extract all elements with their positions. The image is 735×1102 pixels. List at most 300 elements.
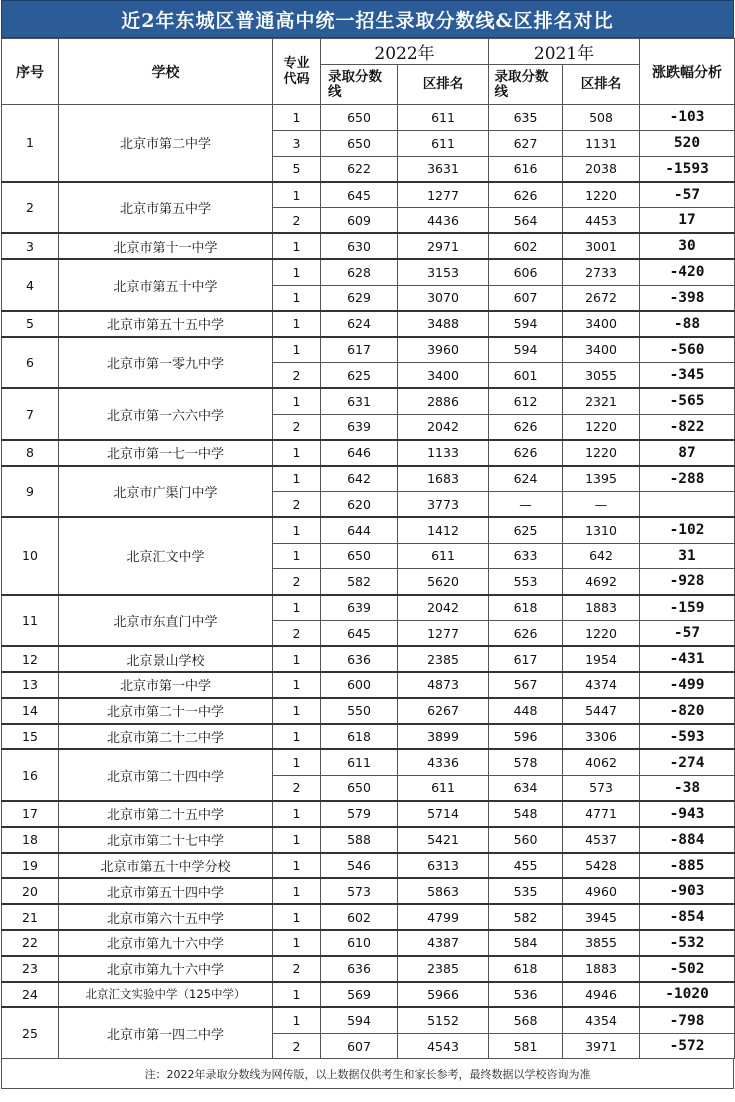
diff-value: -431 <box>640 646 735 672</box>
table-row <box>2 646 735 672</box>
score-2021: — <box>489 491 563 517</box>
score-2022: 611 <box>321 749 398 775</box>
diff-value: 87 <box>640 440 735 466</box>
school-name: 北京汇文实验中学（125中学） <box>59 982 273 1008</box>
score-2022: 650 <box>321 543 398 569</box>
table-row <box>2 672 735 698</box>
header-rank-2022: 区排名 <box>398 65 489 105</box>
major-code: 1 <box>273 466 321 492</box>
rank-2021: 4960 <box>563 878 640 904</box>
major-code: 1 <box>273 646 321 672</box>
school-name: 北京市第一七一中学 <box>59 440 273 466</box>
score-2022: 646 <box>321 440 398 466</box>
major-code: 1 <box>273 105 321 131</box>
major-code: 2 <box>273 414 321 440</box>
score-2021: 594 <box>489 311 563 337</box>
diff-value: -38 <box>640 775 735 801</box>
rank-2022: 3070 <box>398 285 489 311</box>
rank-2022: 5714 <box>398 801 489 827</box>
header-school: 学校 <box>59 39 273 105</box>
diff-value: -57 <box>640 620 735 646</box>
rank-2021: 2733 <box>563 259 640 285</box>
rank-2021: 3055 <box>563 362 640 388</box>
row-seq: 8 <box>2 440 59 466</box>
major-code: 1 <box>273 337 321 363</box>
rank-2021: 4062 <box>563 749 640 775</box>
row-seq: 23 <box>2 956 59 982</box>
rank-2022: 5152 <box>398 1007 489 1033</box>
row-seq: 19 <box>2 853 59 879</box>
diff-value: -884 <box>640 827 735 853</box>
diff-value: 520 <box>640 130 735 156</box>
rank-2021: 3855 <box>563 930 640 956</box>
rank-2022: 4336 <box>398 749 489 775</box>
score-2021: 548 <box>489 801 563 827</box>
major-code: 1 <box>273 182 321 208</box>
major-code: 1 <box>273 878 321 904</box>
score-2021: 594 <box>489 337 563 363</box>
table-row <box>2 259 735 285</box>
major-code: 1 <box>273 285 321 311</box>
score-table-sheet <box>1 0 734 1089</box>
school-name: 北京汇文中学 <box>59 517 273 594</box>
rank-2022: 3773 <box>398 491 489 517</box>
school-name: 北京市第五十四中学 <box>59 878 273 904</box>
major-code: 1 <box>273 724 321 750</box>
row-seq: 22 <box>2 930 59 956</box>
score-2021: 617 <box>489 646 563 672</box>
school-name: 北京市第二十七中学 <box>59 827 273 853</box>
school-name: 北京市第九十六中学 <box>59 956 273 982</box>
rank-2021: 1220 <box>563 414 640 440</box>
rank-2021: 2672 <box>563 285 640 311</box>
score-2021: 602 <box>489 233 563 259</box>
table-row <box>2 105 735 131</box>
major-code: 3 <box>273 130 321 156</box>
rank-2021: 1220 <box>563 182 640 208</box>
school-name: 北京市第二中学 <box>59 105 273 182</box>
score-2022: 629 <box>321 285 398 311</box>
score-2021: 633 <box>489 543 563 569</box>
score-2021: 612 <box>489 388 563 414</box>
rank-2022: 1277 <box>398 182 489 208</box>
major-code: 2 <box>273 569 321 595</box>
score-2022: 650 <box>321 775 398 801</box>
major-code: 1 <box>273 1007 321 1033</box>
score-2022: 636 <box>321 956 398 982</box>
row-seq: 16 <box>2 749 59 801</box>
row-seq: 14 <box>2 698 59 724</box>
header-score-2022 <box>321 65 398 105</box>
rank-2021: 4453 <box>563 208 640 234</box>
score-2021: 626 <box>489 440 563 466</box>
rank-2022: 611 <box>398 130 489 156</box>
rank-2022: 3960 <box>398 337 489 363</box>
row-seq: 1 <box>2 105 59 182</box>
rank-2022: 3153 <box>398 259 489 285</box>
major-code: 1 <box>273 827 321 853</box>
table-row <box>2 956 735 982</box>
score-2022: 582 <box>321 569 398 595</box>
diff-value: -820 <box>640 698 735 724</box>
rank-2021: 1220 <box>563 620 640 646</box>
diff-value: -398 <box>640 285 735 311</box>
rank-2021: 3001 <box>563 233 640 259</box>
score-2022: 546 <box>321 853 398 879</box>
score-2021: 581 <box>489 1033 563 1059</box>
rank-2021: 3306 <box>563 724 640 750</box>
school-name: 北京市第一四二中学 <box>59 1007 273 1059</box>
diff-value: -854 <box>640 904 735 930</box>
diff-value: -288 <box>640 466 735 492</box>
row-seq: 24 <box>2 982 59 1008</box>
score-2022: 644 <box>321 517 398 543</box>
score-2022: 645 <box>321 620 398 646</box>
rank-2021: 508 <box>563 105 640 131</box>
diff-value: -532 <box>640 930 735 956</box>
score-2021: 536 <box>489 982 563 1008</box>
table-row <box>2 724 735 750</box>
rank-2021: 4771 <box>563 801 640 827</box>
rank-2022: 1683 <box>398 466 489 492</box>
diff-value: -88 <box>640 311 735 337</box>
diff-value: -102 <box>640 517 735 543</box>
score-2022: 631 <box>321 388 398 414</box>
diff-value: -159 <box>640 595 735 621</box>
score-2022: 550 <box>321 698 398 724</box>
diff-value: -560 <box>640 337 735 363</box>
major-code: 1 <box>273 543 321 569</box>
score-2021: 607 <box>489 285 563 311</box>
diff-value: -593 <box>640 724 735 750</box>
rank-2021: 1131 <box>563 130 640 156</box>
rank-2022: 2385 <box>398 646 489 672</box>
rank-2022: 6267 <box>398 698 489 724</box>
diff-value: -1020 <box>640 982 735 1008</box>
rank-2021: 642 <box>563 543 640 569</box>
major-code: 1 <box>273 233 321 259</box>
row-seq: 21 <box>2 904 59 930</box>
header-score-2021-text: 录取分数线 <box>494 68 549 100</box>
rank-2022: 3899 <box>398 724 489 750</box>
row-seq: 20 <box>2 878 59 904</box>
score-2022: 630 <box>321 233 398 259</box>
score-2022: 645 <box>321 182 398 208</box>
diff-value: -420 <box>640 259 735 285</box>
rank-2022: 2886 <box>398 388 489 414</box>
row-seq: 12 <box>2 646 59 672</box>
table-row <box>2 982 735 1008</box>
diff-value: -572 <box>640 1033 735 1059</box>
diff-value: -928 <box>640 569 735 595</box>
score-2022: 625 <box>321 362 398 388</box>
score-2022: 628 <box>321 259 398 285</box>
table-body <box>2 105 735 1059</box>
rank-2021: 5447 <box>563 698 640 724</box>
rank-2021: 4354 <box>563 1007 640 1033</box>
score-2022: 650 <box>321 105 398 131</box>
score-2021: 627 <box>489 130 563 156</box>
rank-2022: 2971 <box>398 233 489 259</box>
row-seq: 6 <box>2 337 59 389</box>
diff-value: -499 <box>640 672 735 698</box>
score-2021: 560 <box>489 827 563 853</box>
school-name: 北京市第一零九中学 <box>59 337 273 389</box>
major-code: 1 <box>273 930 321 956</box>
rank-2021: 3971 <box>563 1033 640 1059</box>
score-2022: 642 <box>321 466 398 492</box>
rank-2022: 4799 <box>398 904 489 930</box>
major-code: 1 <box>273 853 321 879</box>
table-row <box>2 878 735 904</box>
row-seq: 10 <box>2 517 59 594</box>
school-name: 北京市第五十五中学 <box>59 311 273 337</box>
school-name: 北京市第二十四中学 <box>59 749 273 801</box>
table-row <box>2 749 735 775</box>
rank-2021: 2038 <box>563 156 640 182</box>
header-diff: 涨跌幅分析 <box>640 39 735 105</box>
rank-2021: 1310 <box>563 517 640 543</box>
row-seq: 15 <box>2 724 59 750</box>
table-row <box>2 930 735 956</box>
table-row <box>2 233 735 259</box>
school-name: 北京市第一六六中学 <box>59 388 273 440</box>
score-2022: 600 <box>321 672 398 698</box>
major-code: 2 <box>273 208 321 234</box>
school-name: 北京景山学校 <box>59 646 273 672</box>
row-seq: 13 <box>2 672 59 698</box>
school-name: 北京市第五十中学 <box>59 259 273 311</box>
school-name: 北京市东直门中学 <box>59 595 273 647</box>
score-2021: 553 <box>489 569 563 595</box>
score-2021: 625 <box>489 517 563 543</box>
diff-value: -903 <box>640 878 735 904</box>
rank-2022: 5620 <box>398 569 489 595</box>
table-row <box>2 337 735 363</box>
school-name: 北京市第一中学 <box>59 672 273 698</box>
score-2022: 617 <box>321 337 398 363</box>
school-name: 北京市第二十五中学 <box>59 801 273 827</box>
score-2021: 626 <box>489 182 563 208</box>
rank-2022: 2385 <box>398 956 489 982</box>
rank-2022: 3400 <box>398 362 489 388</box>
major-code: 2 <box>273 956 321 982</box>
table-row <box>2 595 735 621</box>
rank-2022: 1133 <box>398 440 489 466</box>
header-rank-2021: 区排名 <box>563 65 640 105</box>
table-row <box>2 311 735 337</box>
rank-2022: 5421 <box>398 827 489 853</box>
header-seq: 序号 <box>2 39 59 105</box>
score-2021: 626 <box>489 620 563 646</box>
header-code-text: 专业代码 <box>283 55 310 87</box>
table-title: 近2年东城区普通高中统一招生录取分数线&区排名对比 <box>1 0 734 38</box>
major-code: 2 <box>273 775 321 801</box>
diff-value: -103 <box>640 105 735 131</box>
major-code: 1 <box>273 595 321 621</box>
row-seq: 5 <box>2 311 59 337</box>
diff-value: 17 <box>640 208 735 234</box>
rank-2021: 1395 <box>563 466 640 492</box>
major-code: 1 <box>273 982 321 1008</box>
major-code: 2 <box>273 491 321 517</box>
table-row <box>2 388 735 414</box>
rank-2021: 1883 <box>563 595 640 621</box>
score-2022: 602 <box>321 904 398 930</box>
rank-2021: 3400 <box>563 337 640 363</box>
row-seq: 3 <box>2 233 59 259</box>
score-2022: 594 <box>321 1007 398 1033</box>
row-seq: 18 <box>2 827 59 853</box>
score-2022: 639 <box>321 595 398 621</box>
header-score-2021 <box>489 65 563 105</box>
school-name: 北京市第五十中学分校 <box>59 853 273 879</box>
rank-2021: 4946 <box>563 982 640 1008</box>
diff-value: -943 <box>640 801 735 827</box>
footnote: 注：2022年录取分数线为网传版，以上数据仅供考生和家长参考，最终数据以学校咨询为准 <box>1 1059 734 1089</box>
rank-2021: 4692 <box>563 569 640 595</box>
rank-2022: 1412 <box>398 517 489 543</box>
score-2021: 567 <box>489 672 563 698</box>
major-code: 1 <box>273 698 321 724</box>
score-2021: 606 <box>489 259 563 285</box>
rank-2022: 5966 <box>398 982 489 1008</box>
diff-value: -502 <box>640 956 735 982</box>
diff-value: -822 <box>640 414 735 440</box>
score-2021: 578 <box>489 749 563 775</box>
score-2021: 584 <box>489 930 563 956</box>
score-2021: 582 <box>489 904 563 930</box>
rank-2022: 611 <box>398 775 489 801</box>
major-code: 1 <box>273 259 321 285</box>
table-row <box>2 1007 735 1033</box>
score-2021: 634 <box>489 775 563 801</box>
diff-value: -798 <box>640 1007 735 1033</box>
score-2022: 622 <box>321 156 398 182</box>
score-2021: 624 <box>489 466 563 492</box>
major-code: 1 <box>273 388 321 414</box>
score-2022: 636 <box>321 646 398 672</box>
score-2021: 568 <box>489 1007 563 1033</box>
header-score-2022-text: 录取分数线 <box>328 68 382 100</box>
diff-value: -345 <box>640 362 735 388</box>
rank-2022: 4873 <box>398 672 489 698</box>
table-row <box>2 904 735 930</box>
row-seq: 4 <box>2 259 59 311</box>
score-2022: 610 <box>321 930 398 956</box>
score-table <box>1 38 735 1059</box>
header-code <box>273 39 321 105</box>
score-2021: 455 <box>489 853 563 879</box>
header-year-2022: 2022年 <box>321 39 489 65</box>
score-2022: 609 <box>321 208 398 234</box>
score-2022: 573 <box>321 878 398 904</box>
score-2022: 650 <box>321 130 398 156</box>
diff-value: -565 <box>640 388 735 414</box>
score-2021: 601 <box>489 362 563 388</box>
rank-2022: 3631 <box>398 156 489 182</box>
rank-2021: 2321 <box>563 388 640 414</box>
rank-2021: 1220 <box>563 440 640 466</box>
table-row <box>2 182 735 208</box>
score-2022: 639 <box>321 414 398 440</box>
school-name: 北京市第二十二中学 <box>59 724 273 750</box>
rank-2021: 1883 <box>563 956 640 982</box>
rank-2021: 4374 <box>563 672 640 698</box>
table-row <box>2 517 735 543</box>
rank-2022: 3488 <box>398 311 489 337</box>
score-2021: 618 <box>489 595 563 621</box>
score-2022: 588 <box>321 827 398 853</box>
major-code: 1 <box>273 801 321 827</box>
row-seq: 11 <box>2 595 59 647</box>
major-code: 1 <box>273 440 321 466</box>
score-2021: 626 <box>489 414 563 440</box>
table-row <box>2 827 735 853</box>
rank-2021: 5428 <box>563 853 640 879</box>
school-name: 北京市第六十五中学 <box>59 904 273 930</box>
score-2021: 596 <box>489 724 563 750</box>
score-2022: 569 <box>321 982 398 1008</box>
table-row <box>2 853 735 879</box>
rank-2021: — <box>563 491 640 517</box>
score-2022: 579 <box>321 801 398 827</box>
table-row <box>2 698 735 724</box>
rank-2022: 2042 <box>398 414 489 440</box>
rank-2021: 4537 <box>563 827 640 853</box>
diff-value: -274 <box>640 749 735 775</box>
header-year-2021: 2021年 <box>489 39 640 65</box>
major-code: 1 <box>273 311 321 337</box>
score-2021: 564 <box>489 208 563 234</box>
rank-2022: 4543 <box>398 1033 489 1059</box>
school-name: 北京市第十一中学 <box>59 233 273 259</box>
rank-2022: 5863 <box>398 878 489 904</box>
row-seq: 7 <box>2 388 59 440</box>
score-2021: 616 <box>489 156 563 182</box>
score-2022: 618 <box>321 724 398 750</box>
score-2022: 620 <box>321 491 398 517</box>
score-2021: 448 <box>489 698 563 724</box>
diff-value: -1593 <box>640 156 735 182</box>
score-2022: 607 <box>321 1033 398 1059</box>
major-code: 2 <box>273 620 321 646</box>
score-2022: 624 <box>321 311 398 337</box>
rank-2022: 4387 <box>398 930 489 956</box>
diff-value: 30 <box>640 233 735 259</box>
table-row <box>2 466 735 492</box>
school-name: 北京市第二十一中学 <box>59 698 273 724</box>
major-code: 5 <box>273 156 321 182</box>
major-code: 2 <box>273 1033 321 1059</box>
score-2021: 635 <box>489 105 563 131</box>
diff-value: -57 <box>640 182 735 208</box>
row-seq: 25 <box>2 1007 59 1059</box>
row-seq: 9 <box>2 466 59 518</box>
major-code: 1 <box>273 749 321 775</box>
row-seq: 2 <box>2 182 59 234</box>
score-2021: 535 <box>489 878 563 904</box>
rank-2022: 2042 <box>398 595 489 621</box>
school-name: 北京市第五中学 <box>59 182 273 234</box>
diff-value: -885 <box>640 853 735 879</box>
rank-2022: 6313 <box>398 853 489 879</box>
table-row <box>2 440 735 466</box>
school-name: 北京市第九十六中学 <box>59 930 273 956</box>
rank-2022: 1277 <box>398 620 489 646</box>
rank-2021: 3400 <box>563 311 640 337</box>
school-name: 北京市广渠门中学 <box>59 466 273 518</box>
